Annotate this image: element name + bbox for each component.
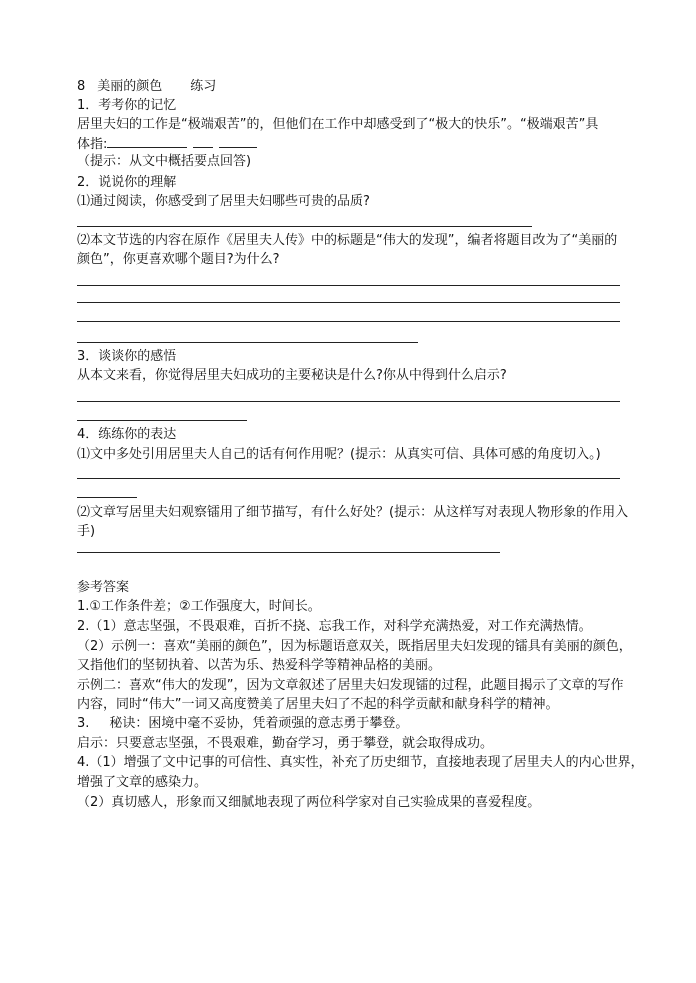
q2-answer-line-5[interactable] [77, 342, 418, 343]
title-text: 美丽的颜色 [97, 79, 163, 94]
q4-part1: ⑴文中多处引用居里夫人自己的话有何作用呢？(提示：从真实可信、具体可感的角度切入。) [77, 447, 601, 462]
answer-3-inspiration: 启示：只要意志坚强，不畏艰难，勤奋学习，勇于攀登，就会取得成功。 [77, 736, 494, 751]
q3-text: 从本文来看，你觉得居里夫妇成功的主要秘诀是什么?你从中得到什么启示? [77, 368, 507, 383]
q2-part2-line1: ⑵本文节选的内容在原作《居里夫人传》中的标题是“伟大的发现”，编者将题目改为了“美丽的 [77, 233, 618, 248]
q4-answer-line-1[interactable] [77, 478, 620, 479]
q4-part2-line2: 手) [77, 524, 96, 539]
answer-2-3-line1: 示例二：喜欢“伟大的发现”，因为文章叙述了居里夫妇发现镭的过程，此题目揭示了文章的写作 [77, 678, 624, 693]
q3-answer-line-2[interactable] [77, 420, 247, 421]
exercise-title [77, 79, 216, 94]
q1-heading: 1．考考你的记忆 [77, 98, 177, 113]
answer-4-2: （2）真切感人，形象而又细腻地表现了两位科学家对自己实验成果的喜爱程度。 [77, 795, 541, 810]
answer-2-1: 2.（1）意志坚强，不畏艰难，百折不挠、忘我工作，对科学充满热爱，对工作充满热情。 [77, 619, 592, 634]
answer-4-1-line2: 增强了文章的感染力。 [77, 775, 208, 790]
q4-heading: 4．练练你的表达 [77, 427, 177, 442]
q3-answer-line-1[interactable] [77, 401, 620, 402]
q2-part2-line2: 颜色”，你更喜欢哪个题目?为什么? [77, 252, 280, 267]
title-subtitle: 练习 [190, 79, 217, 94]
q1-text-line1: 居里夫妇的工作是“极端艰苦”的，但他们在工作中却感受到了“极大的快乐”。“极端艰苦”具 [77, 117, 599, 132]
q2-heading: 2．说说你的理解 [77, 175, 177, 190]
q1-answer-blank-2[interactable] [193, 135, 213, 148]
q2-answer-line-2[interactable] [77, 285, 620, 286]
q1-hint: （提示：从文中概括要点回答) [77, 154, 252, 169]
answer-3 [77, 716, 408, 731]
q1-answer-blank-1[interactable] [107, 135, 187, 148]
answer-3-label: 3. [77, 716, 90, 731]
title-number: 8 [77, 79, 86, 94]
answer-2-3-line2: 内容，同时“伟大”一词又高度赞美了居里夫妇了不起的科学贡献和献身科学的精神。 [77, 697, 559, 712]
q4-answer-line-3[interactable] [77, 552, 500, 553]
q1-text-line2: 体指: [77, 135, 257, 152]
answer-1: 1.①工作条件差；②工作强度大，时间长。 [77, 599, 321, 614]
q3-heading: 3．谈谈你的感悟 [77, 349, 177, 364]
answer-2-2-line1: （2）示例一：喜欢“美丽的颜色”，因为标题语意双关，既指居里夫妇发现的镭具有美丽的颜色， [77, 639, 632, 654]
answer-3-text: 秘诀：困境中毫不妥协，凭着顽强的意志勇于攀登。 [109, 716, 409, 731]
q4-answer-line-2[interactable] [77, 497, 137, 498]
q2-part1: ⑴通过阅读，你感受到了居里夫妇哪些可贵的品质? [77, 194, 370, 209]
answer-2-2-line2: 又指他们的坚韧执着、以苦为乐、热爱科学等精神品格的美丽。 [77, 658, 442, 673]
q2-answer-line-3[interactable] [77, 302, 620, 303]
answers-heading: 参考答案 [77, 580, 130, 595]
q4-part2-line1: ⑵文章写居里夫妇观察镭用了细节描写，有什么好处？(提示：从这样写对表现人物形象的作用入 [77, 505, 629, 520]
q1-answer-blank-3[interactable] [219, 135, 257, 148]
answer-4-1-line1: 4.（1）增强了文中记事的可信性、真实性，补充了历史细节，直接地表现了居里夫人的内心世界， [77, 755, 644, 770]
q2-answer-line-1[interactable] [77, 226, 532, 227]
q2-answer-line-4[interactable] [77, 321, 620, 322]
